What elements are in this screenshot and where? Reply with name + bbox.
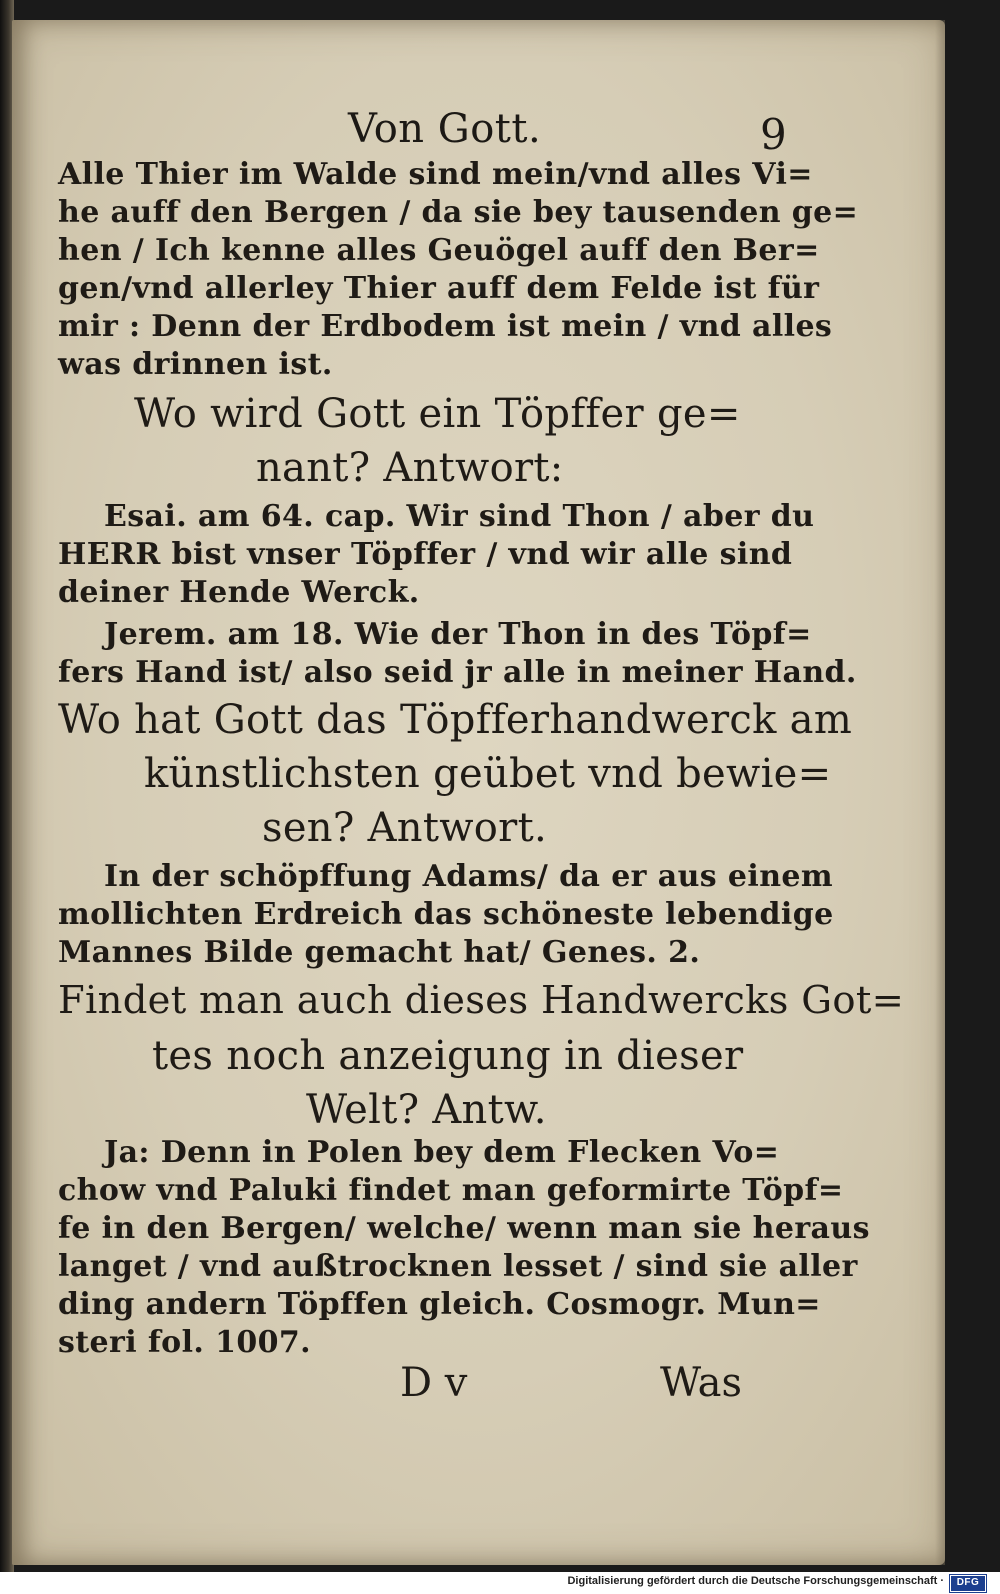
page-number: 9 xyxy=(760,110,787,159)
question-heading: Wo hat Gott das Töpfferhandwerck am xyxy=(58,697,853,743)
question-heading: sen? Antwort. xyxy=(262,805,547,851)
footer xyxy=(0,1572,1000,1594)
text-line: HERR bist vnser Töpffer / vnd wir alle sind xyxy=(58,537,793,572)
text-line: gen/vnd allerley Thier auff dem Felde ist für xyxy=(58,271,820,306)
text-line: mir : Denn der Erdbodem ist mein / vnd alles xyxy=(58,309,833,344)
question-heading: tes noch anzeigung in dieser xyxy=(152,1033,744,1079)
text-line: Alle Thier im Walde sind mein/vnd alles Vi= xyxy=(58,157,813,192)
text-line: Jerem. am 18. Wie der Thon in des Töpf= xyxy=(104,617,812,652)
question-heading: Welt? Antw. xyxy=(306,1087,547,1133)
text-line: deiner Hende Werck. xyxy=(58,575,420,610)
question-heading: nant? Antwort: xyxy=(256,445,564,491)
running-head-title: Von Gott. xyxy=(348,106,542,152)
page-edge xyxy=(935,20,945,1565)
text-line: chow vnd Paluki findet man geformirte Töpf= xyxy=(58,1173,844,1208)
question-heading: Findet man auch dieses Handwercks Got= xyxy=(58,978,905,1023)
footer-credit: Digitalisierung gefördert durch die Deutsche Forschungsgemeinschaft · xyxy=(567,1575,944,1587)
text-line: he auff den Bergen / da sie bey tausenden ge= xyxy=(58,195,859,230)
signature-mark: D v xyxy=(400,1360,468,1406)
text-line: Ja: Denn in Polen bey dem Flecken Vo= xyxy=(104,1135,780,1170)
dfg-logo[interactable] xyxy=(950,1575,986,1592)
running-head xyxy=(12,98,945,158)
text-line: steri fol. 1007. xyxy=(58,1325,312,1360)
text-line: ding andern Töpffen gleich. Cosmogr. Mun= xyxy=(58,1287,821,1322)
text-line: hen / Ich kenne alles Geuögel auff den Ber= xyxy=(58,233,820,268)
text-line: fe in den Bergen/ welche/ wenn man sie heraus xyxy=(58,1211,870,1246)
text-line: fers Hand ist/ also seid jr alle in meiner Hand. xyxy=(58,655,857,690)
question-heading: künstlichsten geübet vnd bewie= xyxy=(144,751,832,797)
text-line: Mannes Bilde gemacht hat/ Genes. 2. xyxy=(58,935,701,970)
book-page xyxy=(12,20,945,1565)
text-line: In der schöpffung Adams/ da er aus einem xyxy=(104,859,834,894)
text-line: langet / vnd außtrocknen lesset / sind sie aller xyxy=(58,1249,858,1284)
question-heading: Wo wird Gott ein Töpffer ge= xyxy=(134,391,741,437)
text-line: was drinnen ist. xyxy=(58,347,333,382)
dfg-logo-text: DFG xyxy=(956,1577,980,1588)
text-line: Esai. am 64. cap. Wir sind Thon / aber du xyxy=(104,499,815,534)
catchword: Was xyxy=(660,1360,743,1406)
text-line: mollichten Erdreich das schöneste lebendige xyxy=(58,897,834,932)
